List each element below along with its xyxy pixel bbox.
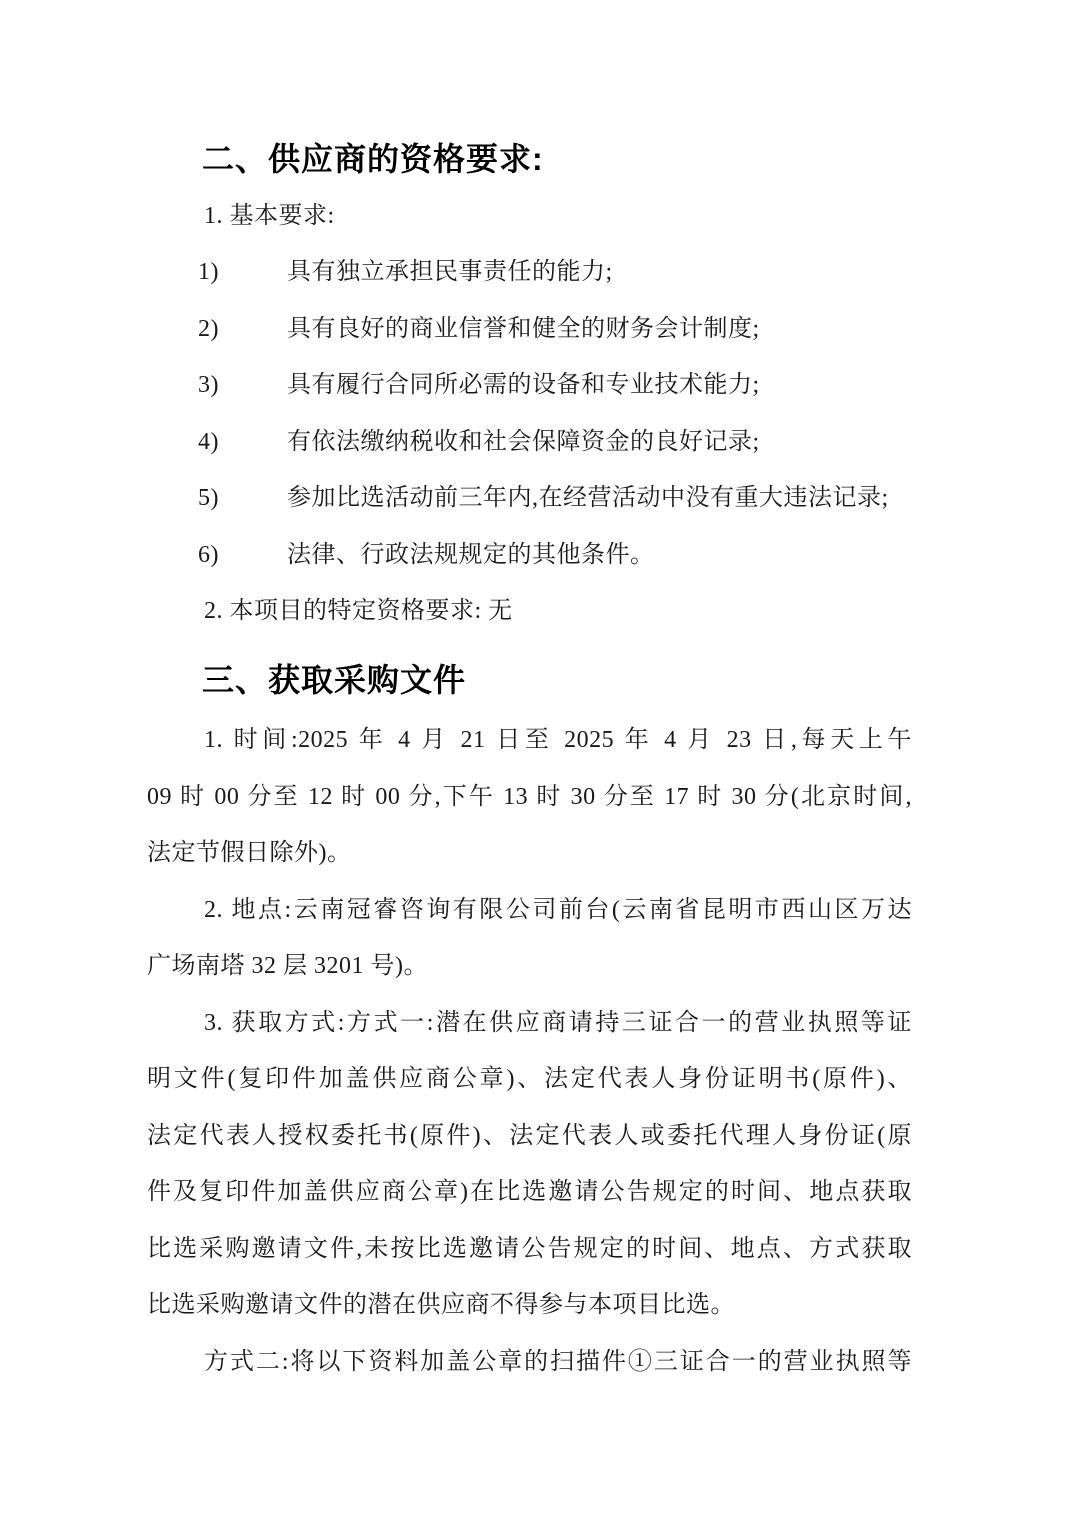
requirement-item-6 [147, 527, 912, 584]
item-number: 1) [198, 259, 219, 285]
item-text: 具有独立承担民事责任的能力; [287, 259, 613, 285]
item-text: 具有履行合同所必需的设备和专业技术能力; [287, 372, 760, 398]
method-one-paragraph-line-2: 明文件(复印件加盖供应商公章)、法定代表人身份证明书(原件)、 [147, 1066, 912, 1092]
time-paragraph-line-3: 法定节假日除外)。 [147, 840, 352, 866]
basic-requirements-label: 1. 基本要求: [204, 202, 335, 229]
section-3-heading: 三、获取采购文件 [202, 661, 467, 698]
item-text: 法律、行政法规规定的其他条件。 [287, 541, 655, 568]
method-two-paragraph-line-1: 方式二:将以下资料加盖公章的扫描件①三证合一的营业执照等 [204, 1348, 912, 1375]
item-text: 参加比选活动前三年内,在经营活动中没有重大违法记录; [287, 485, 889, 511]
time-paragraph-line-2: 09 时 00 分至 12 时 00 分,下午 13 时 30 分至 17 时 30 分(北京时间, [147, 783, 912, 810]
requirement-item-2 [147, 301, 912, 358]
item-number: 4) [198, 428, 219, 455]
method-one-paragraph-line-4: 件及复印件加盖供应商公章)在比选邀请公告规定的时间、地点获取 [147, 1179, 912, 1205]
method-one-paragraph-line-5: 比选采购邀请文件,未按比选邀请公告规定的时间、地点、方式获取 [147, 1235, 912, 1262]
section-2-heading: 二、供应商的资格要求: [202, 141, 544, 177]
location-paragraph-line-1: 2. 地点:云南冠睿咨询有限公司前台(云南省昆明市西山区万达 [204, 896, 912, 923]
item-number: 6) [198, 541, 219, 568]
requirement-item-5 [147, 470, 912, 527]
method-one-paragraph-line-1: 3. 获取方式:方式一:潜在供应商请持三证合一的营业执照等证 [204, 1009, 912, 1036]
specific-requirement-line: 2. 本项目的特定资格要求: 无 [204, 598, 513, 624]
requirement-item-4 [147, 414, 912, 471]
item-number: 2) [198, 315, 219, 342]
time-paragraph-line-1: 1. 时间:2025 年 4 月 21 日至 2025 年 4 月 23 日,每天上午 [204, 727, 912, 753]
requirement-item-3 [147, 357, 912, 414]
requirement-item-1 [147, 244, 912, 301]
item-text: 具有良好的商业信誉和健全的财务会计制度; [287, 315, 760, 342]
item-text: 有依法缴纳税收和社会保障资金的良好记录; [287, 428, 760, 455]
method-one-paragraph-line-6: 比选采购邀请文件的潜在供应商不得参与本项目比选。 [147, 1292, 735, 1318]
item-number: 5) [198, 485, 219, 511]
location-paragraph-line-2: 广场南塔 32 层 3201 号)。 [147, 953, 428, 979]
item-number: 3) [198, 372, 219, 398]
method-one-paragraph-line-3: 法定代表人授权委托书(原件)、法定代表人或委托代理人身份证(原 [147, 1122, 912, 1149]
